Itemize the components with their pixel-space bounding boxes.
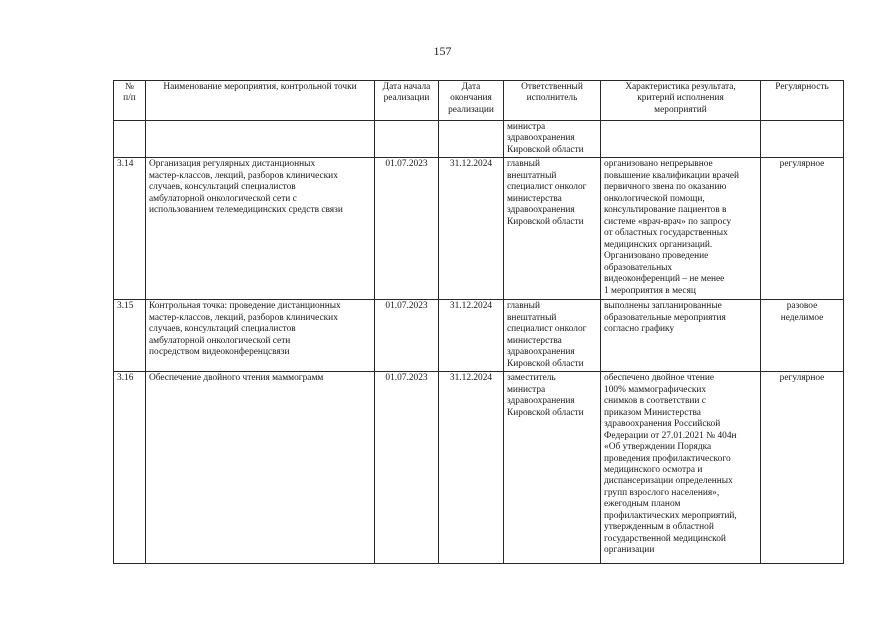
cell-name: Контрольная точка: проведение дистанционных мастер-классов, лекций, разборов клинических случаев, консультаций специалистов амбулаторной онкологической сети посредством видеоконференцсвязи	[146, 300, 375, 372]
header-responsible: Ответственный исполнитель	[504, 81, 601, 121]
cell-num: 3.16	[114, 372, 146, 564]
cell-start: 01.07.2023	[375, 372, 439, 564]
cell-num	[114, 121, 146, 158]
table-row	[114, 158, 844, 300]
cell-num: 3.15	[114, 300, 146, 372]
cell-name: Организация регулярных дистанционных мастер-классов, лекций, разборов клинических случаев, консультаций специалистов амбулаторной онкологической сети с использованием телемедицинских средств связи	[146, 158, 375, 300]
cell-result: организовано непрерывное повышение квалификации врачей первичного звена по оказанию онкологической помощи, консультирование пациентов в системе «врач-врач» по запросу от областных государственных медицинских организаций. Организовано проведение образовательных видеоконференций – не менее 1 мероприятия в месяц	[601, 158, 761, 300]
header-name: Наименование мероприятия, контрольной точки	[146, 81, 375, 121]
cell-name	[146, 121, 375, 158]
header-result: Характеристика результата, критерий исполнения мероприятий	[601, 81, 761, 121]
cell-responsible: главный внештатный специалист онколог министерства здравоохранения Кировской области	[504, 158, 601, 300]
cell-start: 01.07.2023	[375, 300, 439, 372]
cell-num: 3.14	[114, 158, 146, 300]
cell-start	[375, 121, 439, 158]
table-header-row	[114, 81, 844, 121]
cell-end: 31.12.2024	[439, 300, 504, 372]
cell-start: 01.07.2023	[375, 158, 439, 300]
header-start-date: Дата начала реализации	[375, 81, 439, 121]
cell-responsible: главный внештатный специалист онколог министерства здравоохранения Кировской области	[504, 300, 601, 372]
cell-result	[601, 121, 761, 158]
page-number: 157	[433, 44, 452, 58]
header-regularity: Регулярность	[761, 81, 844, 121]
cell-end: 31.12.2024	[439, 158, 504, 300]
cell-regularity: регулярное	[761, 158, 844, 300]
cell-regularity	[761, 121, 844, 158]
table-row-continuation	[114, 121, 844, 158]
cell-result: выполнены запланированные образовательные мероприятия согласно графику	[601, 300, 761, 372]
cell-responsible: заместитель министра здравоохранения Кировской области	[504, 372, 601, 564]
header-num: № п/п	[114, 81, 146, 121]
activities-table	[113, 80, 844, 564]
cell-end: 31.12.2024	[439, 372, 504, 564]
cell-regularity: разовое неделимое	[761, 300, 844, 372]
cell-name: Обеспечение двойного чтения маммограмм	[146, 372, 375, 564]
cell-result: обеспечено двойное чтение 100% маммографических снимков в соответствии с приказом Министерства здравоохранения Российской Федерации от 27.01.2021 № 404н «Об утверждении Порядка проведения профилактического медицинского осмотра и диспансеризации определенных групп взрослого населения», ежегодным планом профилактических мероприятий, утвержденным в областной государственной медицинской организации	[601, 372, 761, 564]
header-end-date: Дата окончания реализации	[439, 81, 504, 121]
cell-regularity: регулярное	[761, 372, 844, 564]
table-row	[114, 372, 844, 564]
table-row	[114, 300, 844, 372]
cell-responsible: министра здравоохранения Кировской области	[504, 121, 601, 158]
cell-end	[439, 121, 504, 158]
